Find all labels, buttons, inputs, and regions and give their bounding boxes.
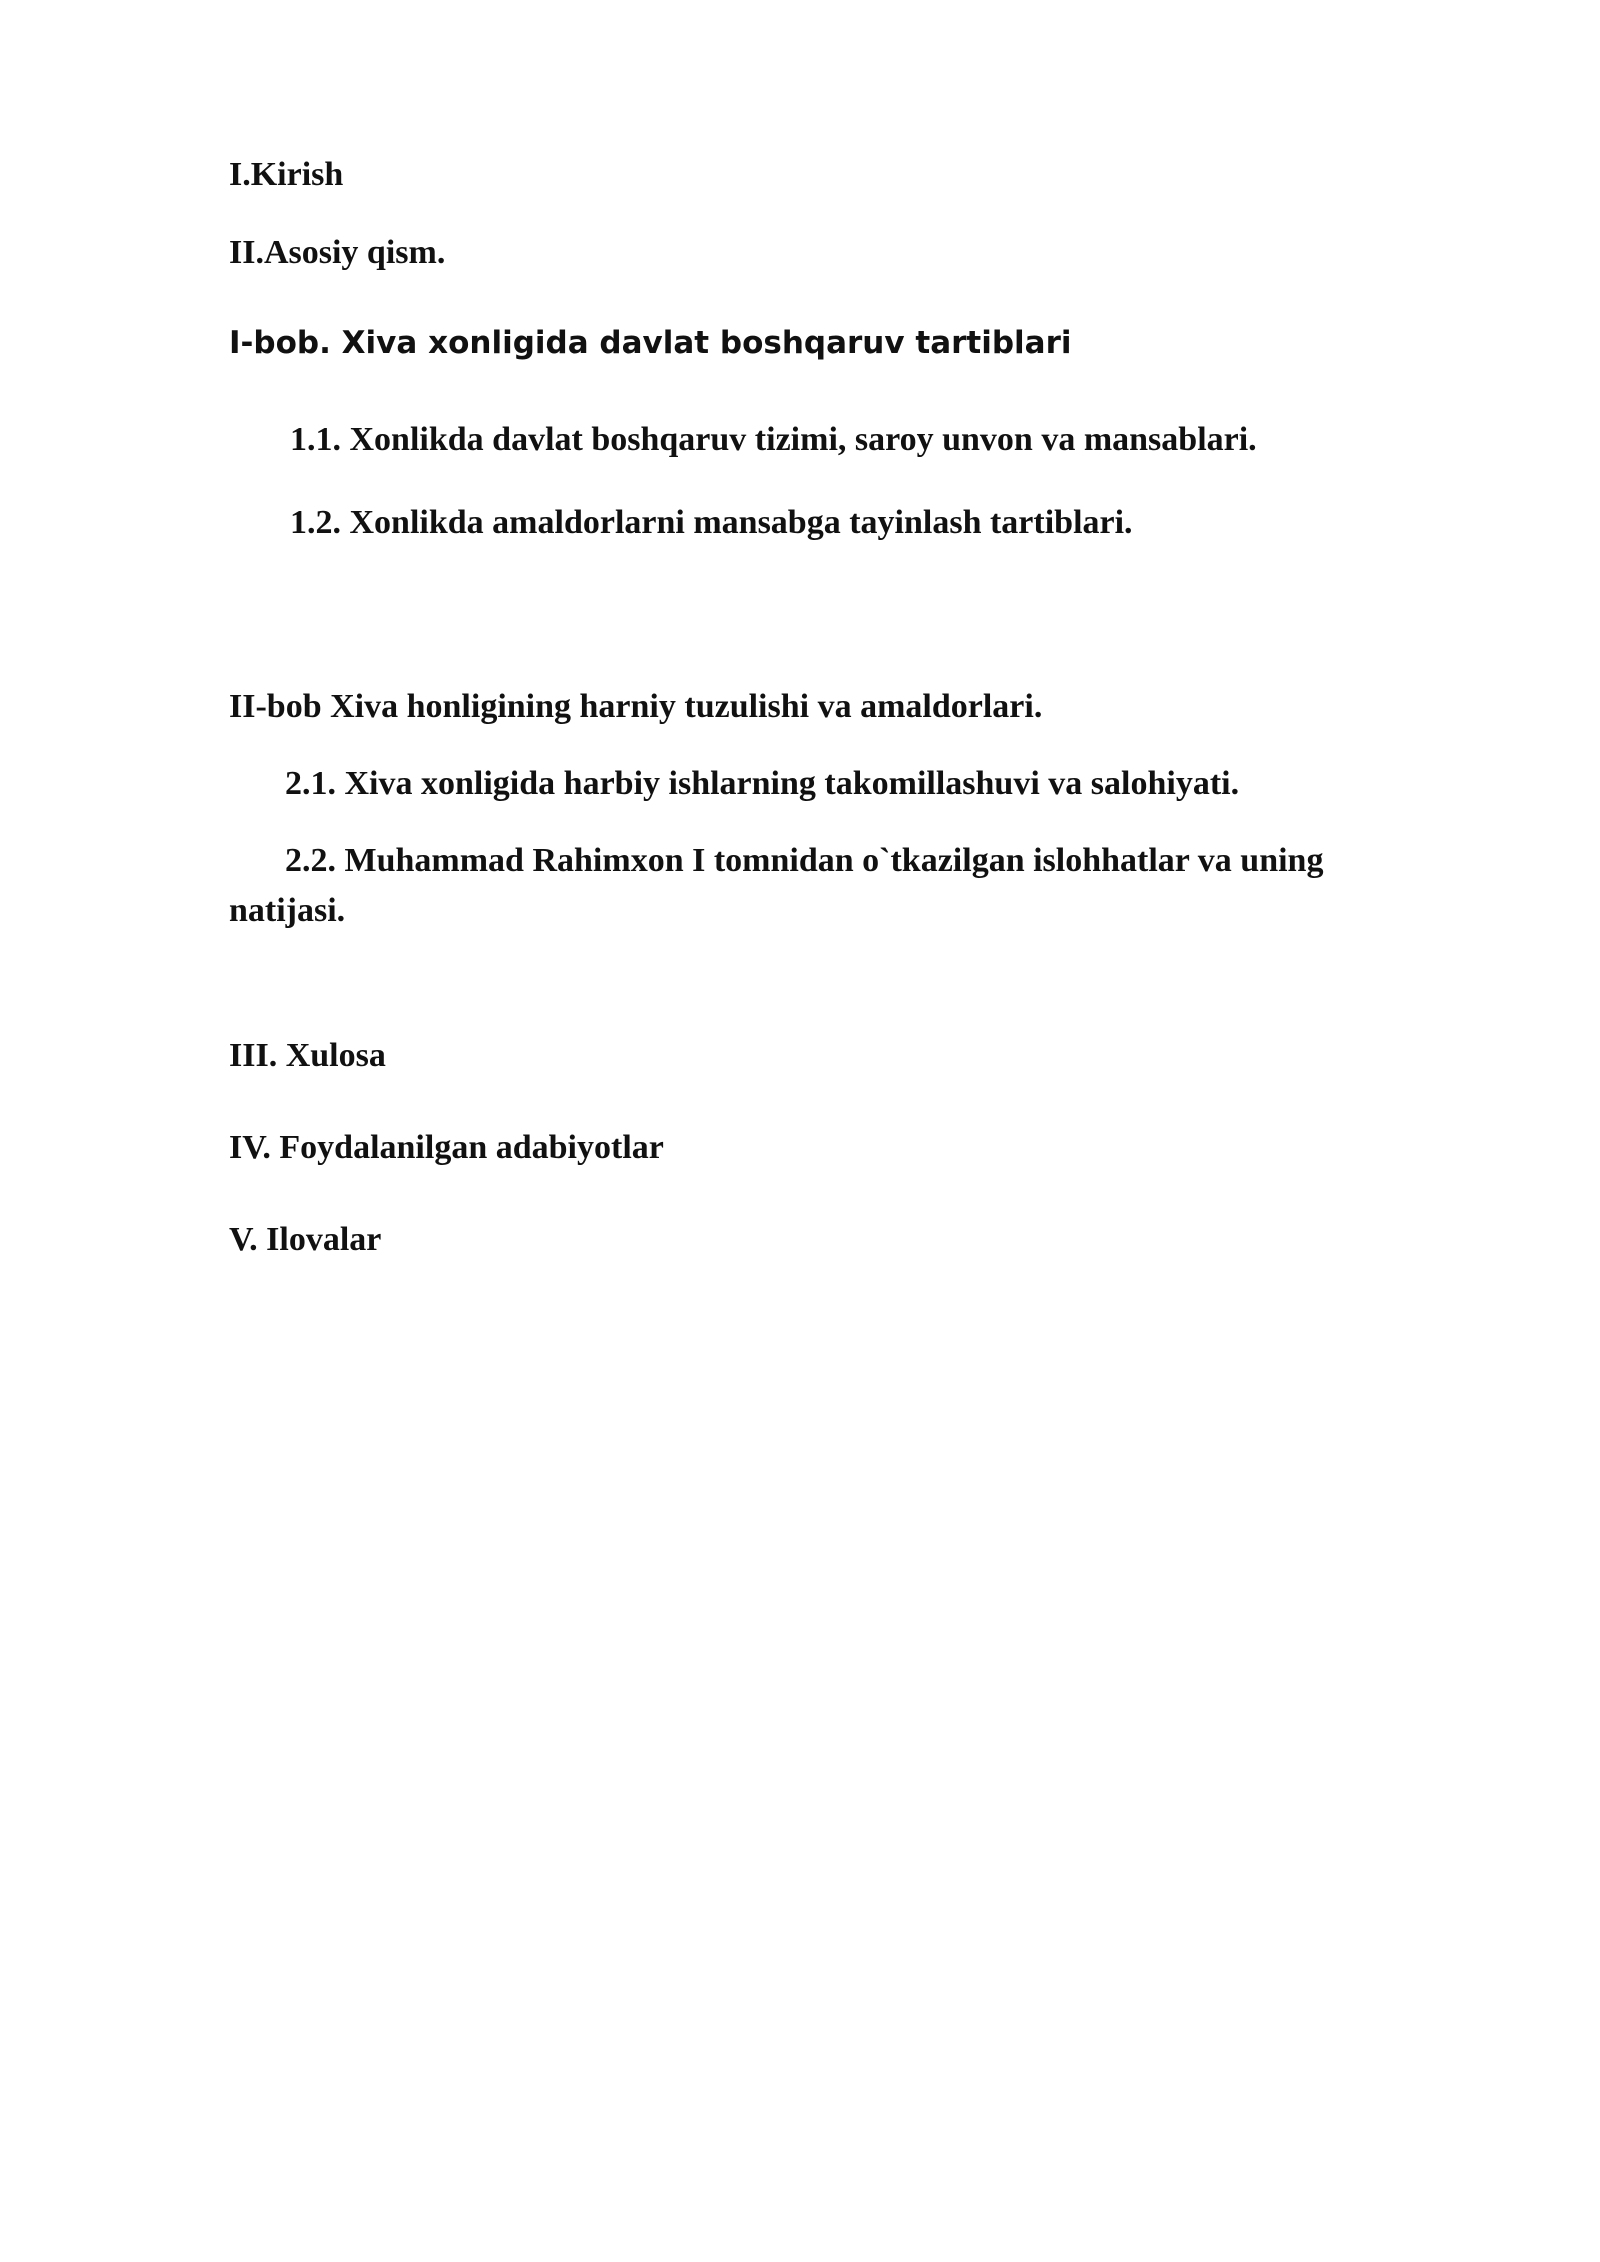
toc-references: IV. Foydalanilgan adabiyotlar [229,1129,664,1166]
toc-section-1-2: 1.2. Xonlikda amaldorlarni mansabga tayinlash tartiblari. [290,504,1133,541]
toc-section-2-2: 2.2. Muhammad Rahimxon I tomnidan o`tkazilgan islohhatlar va uning [285,842,1324,879]
toc-section-2-2-continuation: natijasi. [229,892,346,929]
toc-conclusion: III. Xulosa [229,1037,386,1074]
toc-section-1-1: 1.1. Xonlikda davlat boshqaruv tizimi, saroy unvon va mansablari. [290,421,1257,458]
toc-introduction: I.Kirish [229,156,344,193]
toc-appendices: V. Ilovalar [229,1221,382,1258]
toc-section-2-1: 2.1. Xiva xonligida harbiy ishlarning takomillashuvi va salohiyati. [285,765,1240,802]
toc-main-part: II.Asosiy qism. [229,234,446,271]
toc-chapter-2-heading: II-bob Xiva honligining harniy tuzulishi va amaldorlari. [229,688,1043,725]
toc-chapter-1-heading: I-bob. Xiva xonligida davlat boshqaruv tartiblari [229,325,1072,361]
